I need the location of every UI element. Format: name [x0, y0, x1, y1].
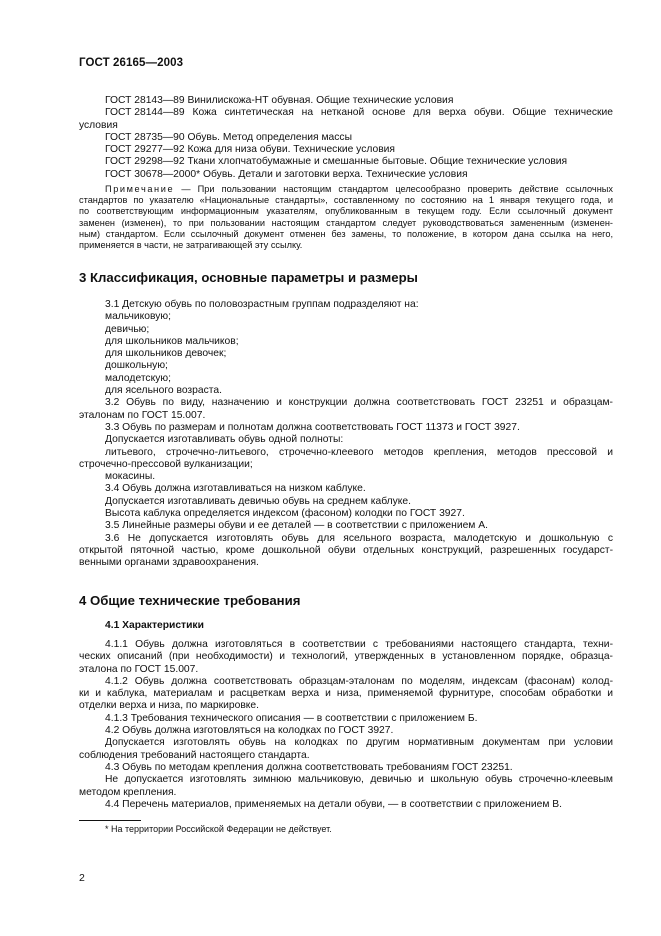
reference-item-continuation: условия — [79, 119, 118, 131]
list-item: девичью; — [105, 323, 150, 335]
note-label: Примечание — [105, 184, 175, 194]
section-3 — [79, 270, 613, 286]
paragraph-line: эталона по ГОСТ 15.007. — [79, 663, 199, 675]
paragraph-line: методом крепления. — [79, 786, 177, 798]
note-line: по соответствующим информационным указателям, опубликованным в текущем году. Если ссылочный документ — [79, 206, 613, 217]
paragraph-line: Допускается изготавливать обувь одной полноты: — [105, 434, 344, 446]
reference-item: ГОСТ 28735—90 Обувь. Метод определения массы — [105, 131, 352, 143]
note-line: стандартов по указателю «Национальные стандарты», составленному по состоянию на 1 января текущего года, и — [79, 195, 613, 206]
paragraph-line: Допускается изготовлять обувь на колодках по другим нормативным документам при условии — [105, 737, 613, 749]
paragraph-line: мокасины. — [105, 471, 156, 483]
paragraph-line: 4.2 Обувь должна изготовляться на колодках по ГОСТ 3927. — [105, 725, 394, 737]
paragraph-line: Не допускается изготовлять зимнюю мальчиковую, девичью и школьную обувь строчечно-клеевым — [105, 774, 613, 786]
note-line: ным) стандартом. Если ссылочный документ отменен без замены, то положение, в котором дана ссылка на него, — [79, 228, 613, 239]
list-item: для ясельного возраста. — [105, 385, 222, 397]
paragraph-line: соблюдения требований настоящего стандарта. — [79, 749, 310, 761]
page-number: 2 — [79, 872, 85, 884]
reference-item: ГОСТ 28143—89 Винилискожа-НТ обувная. Общие технические условия — [105, 95, 454, 106]
paragraph-line: 3.3 Обувь по размерам и полнотам должна соответствовать ГОСТ 11373 и ГОСТ 3927. — [105, 421, 520, 433]
paragraph-line: Допускается изготавливать девичью обувь на среднем каблуке. — [105, 495, 411, 507]
note-line: заменен (изменен), то при пользовании настоящим стандартом следует руководствоваться замененным (изменен- — [79, 217, 613, 228]
list-item: мальчиковую; — [105, 311, 171, 323]
paragraph-line: 3.6 Не допускается изготовлять обувь для ясельного возраста, малодетскую и дошкольную с — [105, 532, 613, 544]
paragraph-line: Высота каблука определяется индексом (фасоном) колодки по ГОСТ 3927. — [105, 508, 465, 520]
footnote-divider — [79, 820, 141, 821]
paragraph-line: 3.2 Обувь по виду, назначению и конструкции должна соответствовать ГОСТ 23251 и образцам- — [105, 397, 613, 409]
section-4-body — [79, 639, 613, 811]
paragraph-line: отделки верха и низа, по маркировке. — [79, 700, 260, 712]
reference-item: ГОСТ 28144—89 Кожа синтетическая на нетканой основе для верха обуви. Общие технические — [105, 107, 613, 119]
references-list — [79, 95, 613, 181]
paragraph-line: 3.1 Детскую обувь по половозрастным группам подразделяют на: — [105, 299, 419, 310]
paragraph-line: 4.4 Перечень материалов, применяемых на детали обуви, — в соответствии с приложением В. — [105, 798, 562, 810]
paragraph-line: 4.1.1 Обувь должна изготовляться в соответствии с требованиями настоящего стандарта, техни- — [105, 639, 613, 650]
paragraph-line: венными органами здравоохранения. — [79, 557, 259, 569]
footnote: * На территории Российской Федерации не действует. — [105, 824, 332, 834]
reference-item: ГОСТ 29277—92 Кожа для низа обуви. Технические условия — [105, 144, 396, 156]
paragraph-line: открытой пяточной частью, кроме дошкольной обуви отдельных конструкций, разрешенных государст- — [79, 544, 613, 556]
section-3-body — [79, 299, 613, 570]
reference-item: ГОСТ 29298—92 Ткани хлопчатобумажные и смешанные бытовые. Общие технические условия — [105, 156, 568, 168]
paragraph-line: 3.4 Обувь должна изготавливаться на низком каблуке. — [105, 483, 366, 495]
paragraph-line: ческих описаний (при необходимости) и технологий, утвержденных в установленном порядке, образца- — [79, 651, 613, 663]
paragraph-line: 4.1.3 Требования технического описания — в соответствии с приложением Б. — [105, 712, 478, 724]
list-item: дошкольную; — [105, 360, 168, 372]
paragraph-line: 4.1.2 Обувь должна соответствовать образцам-эталонам по моделям, индексам (фасонам) колод- — [105, 675, 613, 687]
list-item: для школьников мальчиков; — [105, 335, 239, 347]
section-4-subheading — [79, 620, 613, 632]
paragraph-line: литьевого, строчечно-литьевого, строчечно-клеевого методов крепления, методов прессовой и — [105, 446, 613, 458]
paragraph-line: 4.3 Обувь по методам крепления должна соответствовать требованиям ГОСТ 23251. — [105, 761, 513, 773]
section-3-title: 3 Классификация, основные параметры и размеры — [79, 270, 418, 285]
section-4-title: 4 Общие технические требования — [79, 593, 301, 608]
note-block: Примечание — При пользовании настоящим стандартом целесообразно проверить действие ссылочных стандартов по указателю «Национальные стандарты», составленному по состоянию на 1 января текущего года, и по соответствующим информационным указателям, опубликованным в текущем году. Если ссылочный документ заменен (изменен), то при пользовании настоящим стандартом следует руководствоваться замененным (изменен- ным) стандартом. Если ссылочный документ отменен без замены, то положение, в котором дана ссылка на него, применяется в части, не затрагивающей эту ссылку. — [79, 184, 613, 250]
subsection-4-1-title: 4.1 Характеристики — [105, 620, 204, 631]
paragraph-line: строчечно-прессовой вулканизации; — [79, 458, 253, 470]
document-header: ГОСТ 26165—2003 — [79, 57, 184, 69]
list-item: для школьников девочек; — [105, 348, 227, 360]
note-line: применяется в части, не затрагивающей эту ссылку. — [79, 239, 303, 250]
section-4 — [79, 593, 613, 609]
list-item: малодетскую; — [105, 372, 171, 384]
paragraph-line: эталонам по ГОСТ 15.007. — [79, 409, 206, 421]
reference-item: ГОСТ 30678—2000* Обувь. Детали и заготовки верха. Технические условия — [105, 168, 468, 180]
paragraph-line: ки и каблука, материалам и расцветкам верха и низа, применяемой фурнитуре, способам обработки и — [79, 688, 613, 700]
paragraph-line: 3.5 Линейные размеры обуви и ее деталей — в соответствии с приложением А. — [105, 520, 488, 532]
